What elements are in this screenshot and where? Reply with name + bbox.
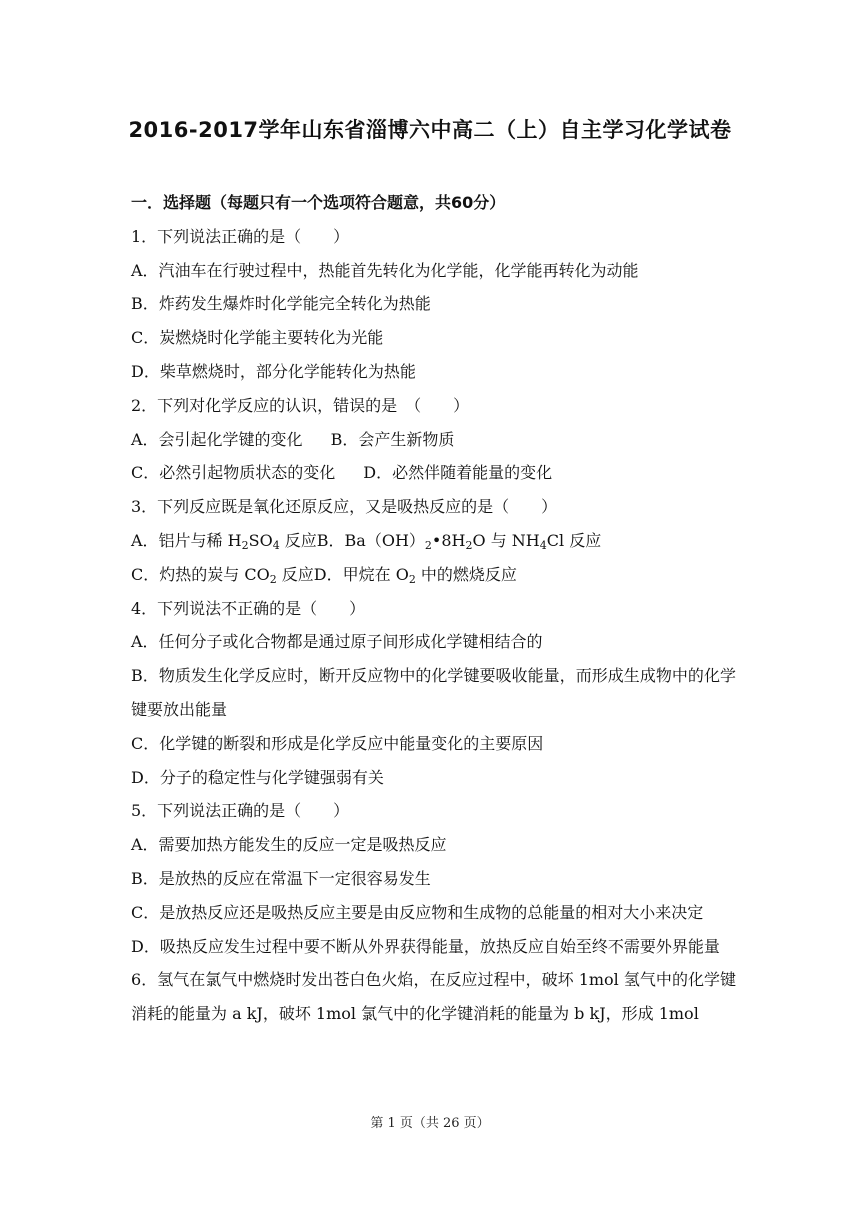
question-1-option-b: B．炸药发生爆炸时化学能完全转化为热能: [131, 294, 431, 314]
question-1-option-a: A．汽油车在行驶过程中，热能首先转化为化学能，化学能再转化为动能: [131, 260, 639, 280]
question-2-option-c: C．必然引起物质状态的变化: [131, 463, 336, 483]
question-4-option-b: B．物质发生化学反应时，断开反应物中的化学键要吸收能量，而形成生成物中的化学键要放出能量: [131, 666, 736, 719]
question-2-option-b: B．会产生新物质: [330, 429, 455, 449]
question-5-option-b: B．是放热的反应在常温下一定很容易发生: [131, 868, 431, 888]
question-list: [131, 186, 736, 1031]
question-5-option-c: C．是放热反应还是吸热反应主要是由反应物和生成物的总能量的相对大小来决定: [131, 902, 704, 922]
page-title: 2016-2017学年山东省淄博六中高二（上）自主学习化学试卷: [128, 118, 732, 142]
question-1-option-d: D．柴草燃烧时，部分化学能转化为热能: [131, 361, 416, 381]
question-5-option-a: A．需要加热方能发生的反应一定是吸热反应: [131, 835, 447, 855]
question-5-option-d: D．吸热反应发生过程中要不断从外界获得能量，放热反应自始至终不需要外界能量: [131, 936, 720, 956]
question-2-stem: 2．下列对化学反应的认识，错误的是 （ ）: [131, 395, 470, 415]
question-4-stem: 4．下列说法不正确的是（ ）: [131, 598, 366, 618]
question-5-stem: 5．下列说法正确的是（ ）: [131, 801, 350, 821]
question-2-options-ab: [131, 423, 736, 457]
question-2-option-d: D．必然伴随着能量的变化: [363, 463, 553, 483]
question-3-options-cd: [131, 558, 736, 592]
page-footer: 第 1 页（共 26 页）: [370, 1116, 490, 1131]
question-4-option-d: D．分子的稳定性与化学键强弱有关: [131, 767, 384, 787]
section-heading: 一．选择题（每题只有一个选项符合题意，共60分）: [131, 193, 506, 212]
question-6-stem: 6．氢气在氯气中燃烧时发出苍白色火焰，在反应过程中，破坏 1mol 氢气中的化学键消耗的能量为 a kJ，破坏 1mol 氯气中的化学键消耗的能量为 b kJ，形成 1mol: [131, 970, 736, 1024]
question-1-stem: 1．下列说法正确的是（ ）: [131, 226, 350, 246]
question-3-stem: 3．下列反应既是氧化还原反应，又是吸热反应的是（ ）: [131, 497, 558, 517]
question-4-option-a: A．任何分子或化合物都是通过原子间形成化学键相结合的: [131, 632, 543, 652]
question-2-option-a: A．会引起化学键的变化: [131, 429, 303, 449]
question-4-option-c: C．化学键的断裂和形成是化学反应中能量变化的主要原因: [131, 733, 544, 753]
question-2-options-cd: [131, 456, 736, 490]
question-3-options-ab: [131, 524, 736, 558]
question-3-option-c: C．灼热的炭与 $CO_2$ 反应: [131, 564, 314, 586]
question-3-option-a: A．铝片与稀 $H_2SO_4$ 反应: [131, 530, 317, 552]
question-1-option-c: C．炭燃烧时化学能主要转化为光能: [131, 328, 384, 348]
question-3-option-b: B．$Ba(OH)_2•8H_2O$ 与 $NH_4Cl$ 反应: [316, 530, 602, 552]
question-3-option-d: D．甲烷在 $O_2$ 中的燃烧反应: [313, 564, 517, 586]
